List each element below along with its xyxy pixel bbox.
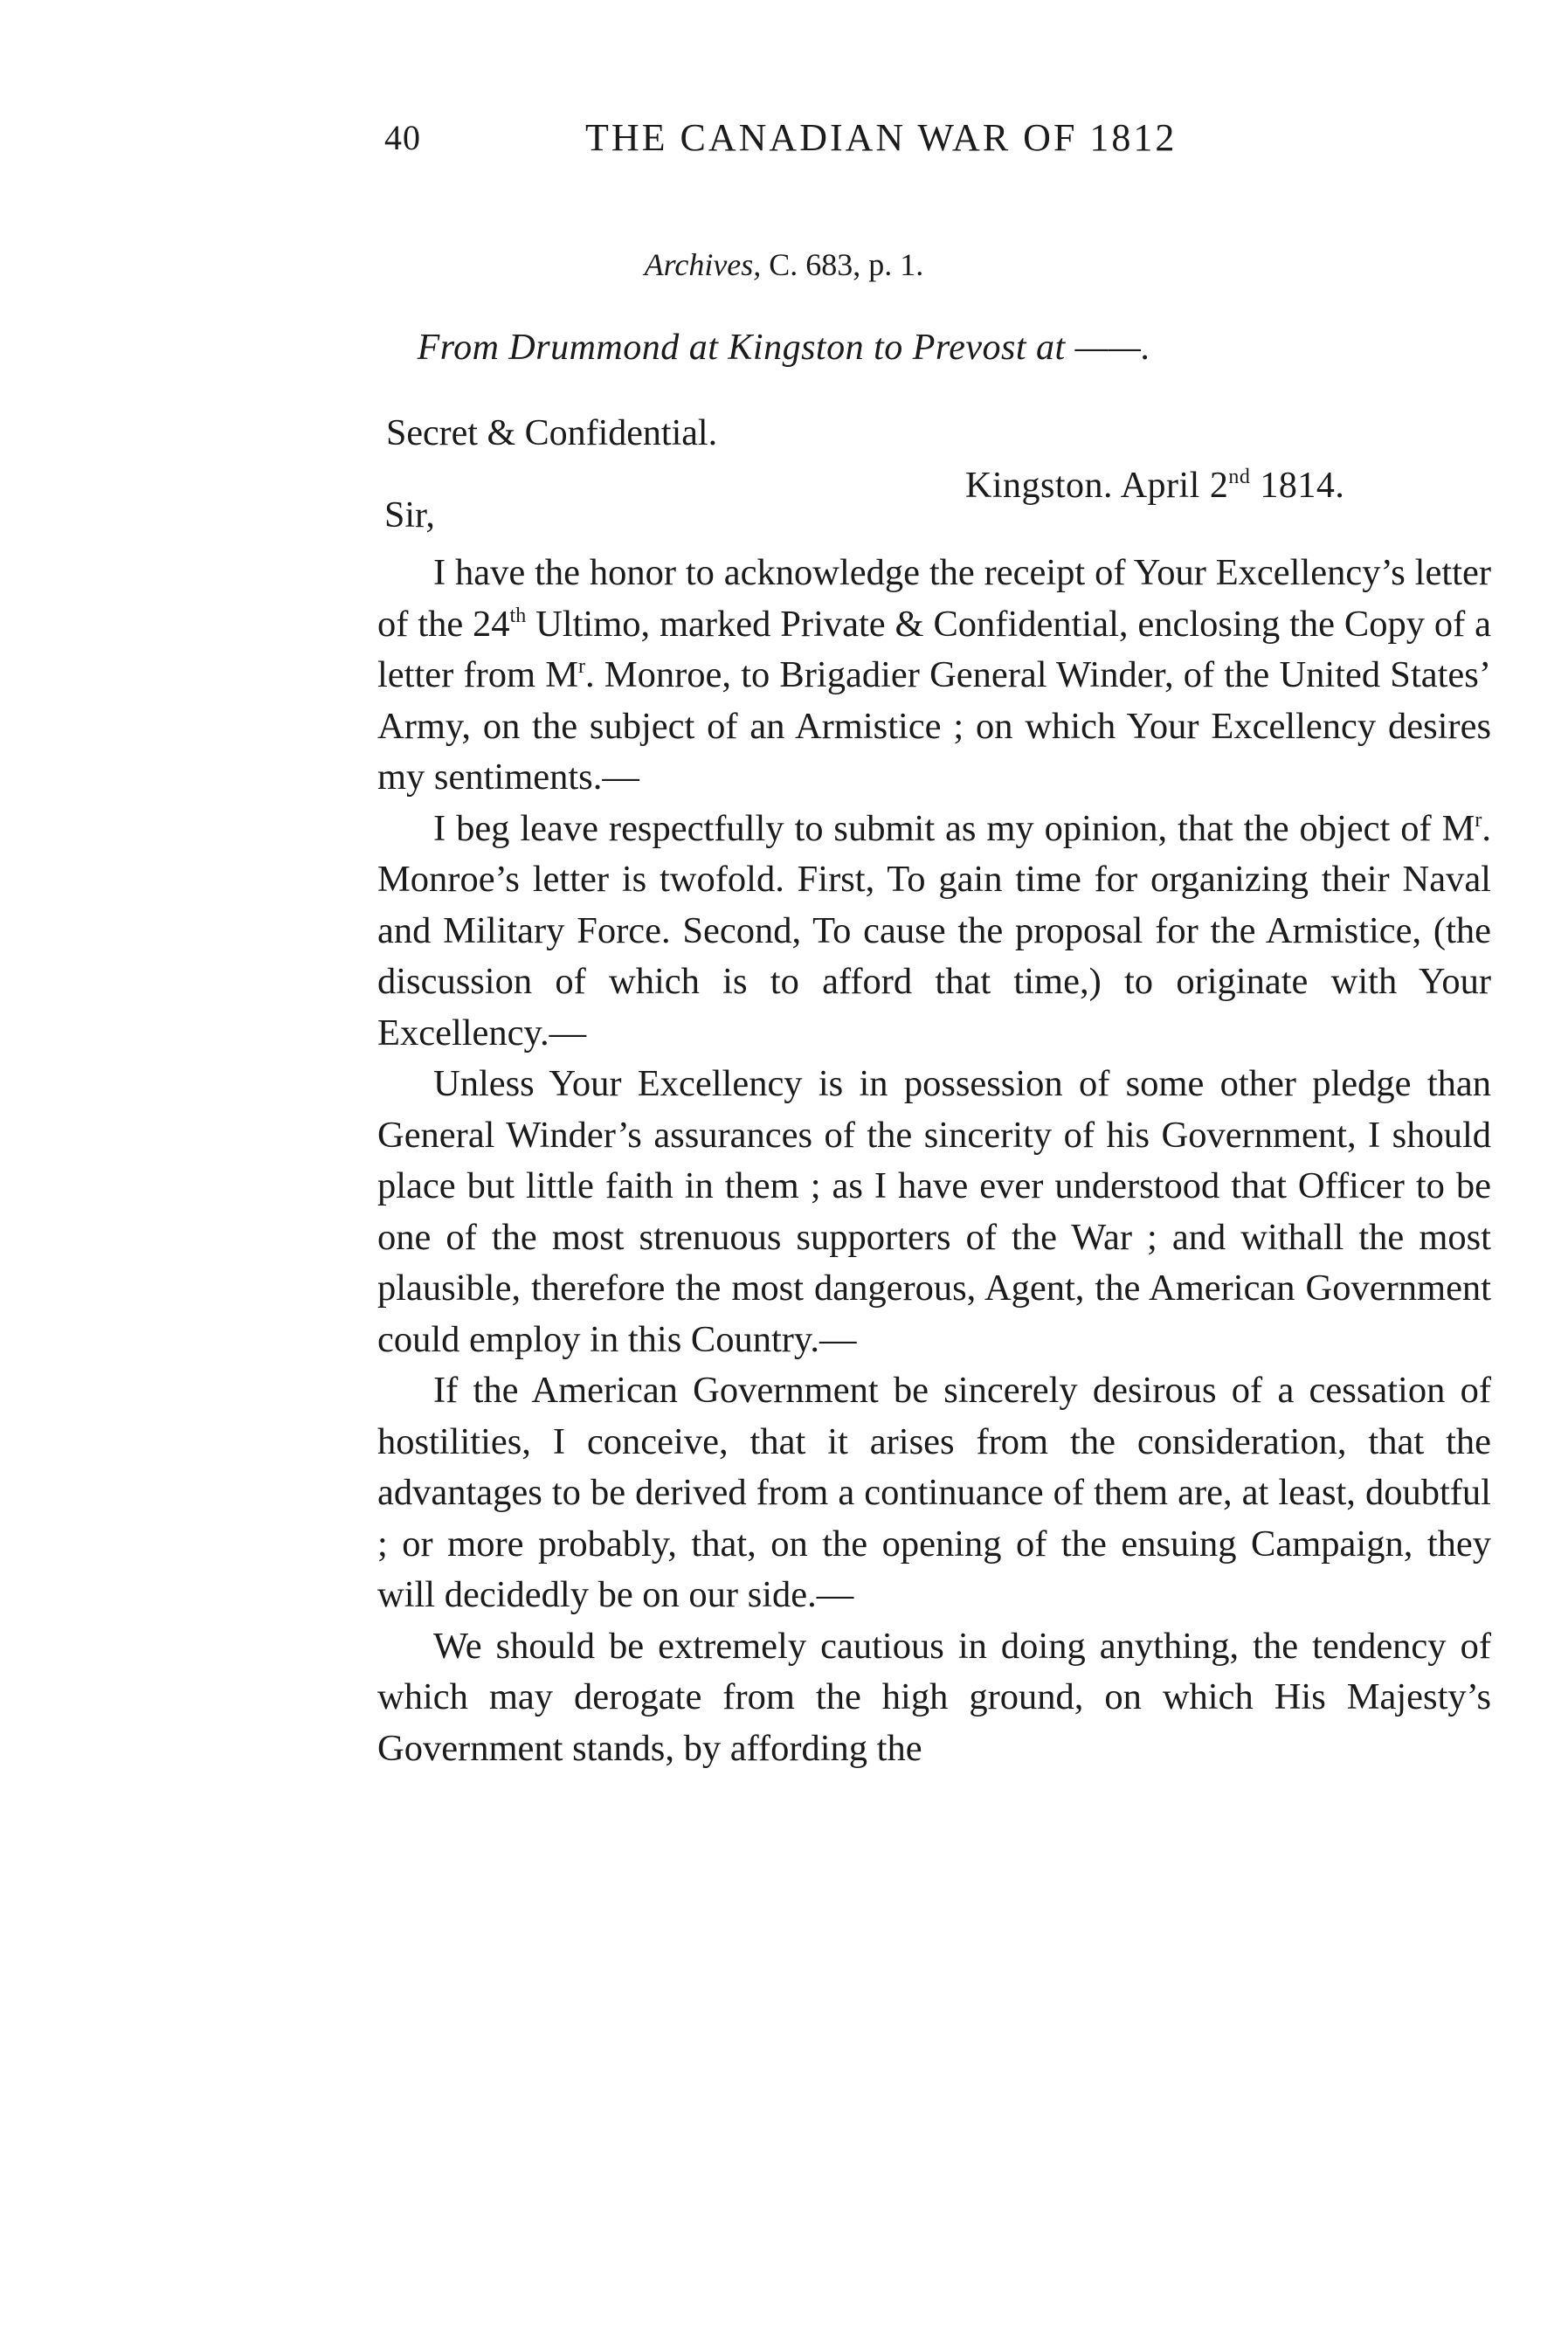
paragraph-text: Ultimo, marked Private & Confidential, enclosing the Copy of a letter from M bbox=[377, 603, 1491, 695]
archive-reference bbox=[0, 243, 1568, 287]
paragraph bbox=[377, 548, 1491, 804]
page-number: 40 bbox=[384, 118, 421, 157]
paragraph: Unless Your Excellency is in possession of some other pledge than General Winder’s assurances of the sincerity of his Government, I should place but little faith in them ; as I have ever understood that Officer to be one of the most strenuous supporters of the War ; and withall the most plausible, therefore the most dangerous, Agent, the American Government could employ in this Country.— bbox=[377, 1063, 1491, 1360]
dateline bbox=[965, 461, 1344, 510]
paragraph-text: . Monroe’s letter is twofold. First, To gain time for organizing their Naval and Military Force. Second, To cause the proposal for the Armistice, (the discussion of which is to afford that time,) to originate with Your Excellency.— bbox=[377, 807, 1491, 1054]
letter-heading: From Drummond at Kingston to Prevost at ——. bbox=[417, 328, 1151, 368]
paragraph: If the American Government be sincerely desirous of a cessation of hostilities, I conceive, that it arises from the consideration, that the advantages to be derived from a continuance of them are, at least, doubtful ; or more probably, that, on the opening of the ensuing Campaign, they will decidedly be on our side.— bbox=[377, 1370, 1491, 1615]
dateline-year: 1814. bbox=[1250, 466, 1345, 506]
archive-label: Archives, bbox=[644, 247, 762, 282]
ordinal-suffix: th bbox=[509, 604, 527, 627]
title-abbreviation-suffix: r bbox=[578, 655, 586, 678]
confidentiality-marking: Secret & Confidential. bbox=[386, 413, 718, 453]
title-abbreviation-suffix: r bbox=[1475, 808, 1482, 832]
paragraph bbox=[377, 804, 1491, 1060]
running-title: THE CANADIAN WAR OF 1812 bbox=[585, 116, 1178, 159]
dateline-place: Kingston. April 2 bbox=[965, 466, 1229, 506]
salutation: Sir, bbox=[384, 495, 435, 535]
paragraph-text: I beg leave respectfully to submit as my opinion, that the object of M bbox=[433, 807, 1475, 849]
paragraph: We should be extremely cautious in doing anything, the tendency of which may derogate from the high ground, on which His Majesty’s Government stands, by affording the bbox=[377, 1625, 1491, 1769]
running-header bbox=[384, 112, 1328, 164]
paragraph-text: I have the honor to acknowledge the receipt of Your Excellency’s letter of the 24 bbox=[377, 552, 1491, 645]
dateline-day-suffix: nd bbox=[1228, 466, 1251, 488]
letter-body bbox=[377, 548, 1491, 1774]
paragraph-text: . Monroe, to Brigadier General Winder, of the United States’ Army, on the subject of an Armistice ; on which Your Excellency desires my sentiments.— bbox=[377, 654, 1491, 798]
archive-citation: C. 683, p. 1. bbox=[761, 247, 924, 282]
